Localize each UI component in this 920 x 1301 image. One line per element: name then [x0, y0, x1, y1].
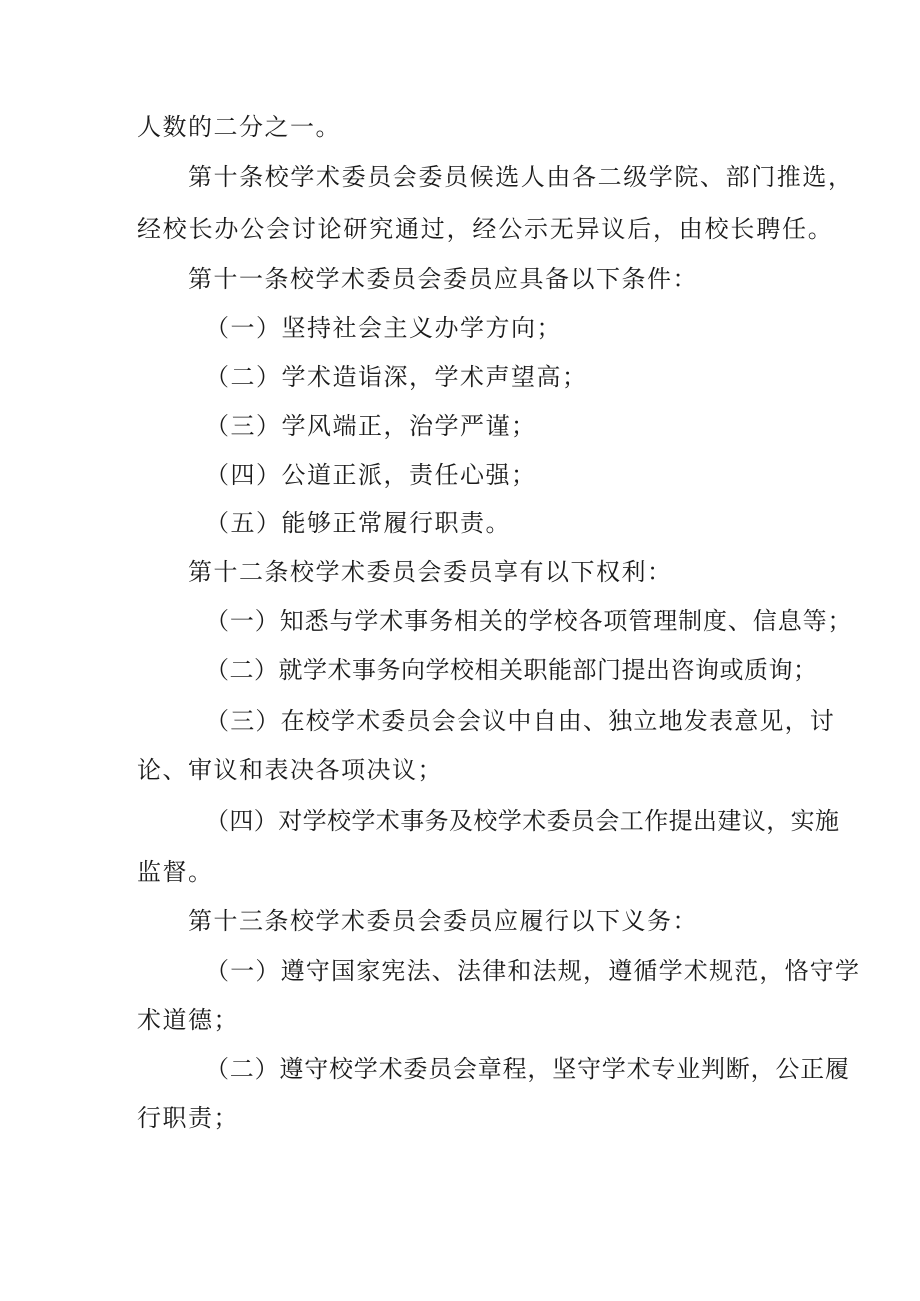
article-11-item-5: （五）能够正常履行职责。 — [205, 509, 511, 537]
article-13-item-1-line-2: 术道德； — [137, 1006, 239, 1034]
article-12-item-4-line-1: （四）对学校学术事务及校学术委员会工作提出建议，实施 — [205, 807, 840, 835]
article-10-line-2: 经校长办公会讨论研究通过，经公示无异议后，由校长聘任。 — [137, 215, 834, 243]
article-12-item-3-line-2: 论、审议和表决各项决议； — [137, 756, 443, 784]
article-12-item-1: （一）知悉与学术事务相关的学校各项管理制度、信息等； — [205, 607, 853, 635]
article-11-item-1: （一）坚持社会主义办学方向； — [205, 314, 562, 342]
article-13-item-1-line-1: （一）遵守国家宪法、法律和法规，遵循学术规范，恪守学 — [205, 957, 861, 985]
article-12-item-3-line-1: （三）在校学术委员会会议中自由、独立地发表意见，讨 — [205, 707, 835, 735]
article-11-item-3: （三）学风端正，治学严谨； — [205, 412, 537, 440]
article-13-item-2-line-1: （二）遵守校学术委员会章程，坚守学术专业判断，公正履 — [205, 1055, 850, 1083]
article-13-heading: 第十三条校学术委员会委员应履行以下义务： — [188, 907, 698, 935]
article-12-item-4-line-2: 监督。 — [137, 858, 214, 886]
article-10-line-1: 第十条校学术委员会委员候选人由各二级学院、部门推选， — [188, 163, 854, 191]
article-11-heading: 第十一条校学术委员会委员应具备以下条件： — [188, 265, 698, 293]
article-12-item-2: （二）就学术事务向学校相关职能部门提出咨询或质询； — [205, 656, 818, 684]
text-line-continuation: 人数的二分之一。 — [137, 113, 341, 141]
article-12-heading: 第十二条校学术委员会委员享有以下权利： — [188, 558, 673, 586]
article-11-item-2: （二）学术造诣深，学术声望高； — [205, 363, 588, 391]
article-11-item-4: （四）公道正派，责任心强； — [205, 461, 537, 489]
article-13-item-2-line-2: 行职责； — [137, 1104, 239, 1132]
